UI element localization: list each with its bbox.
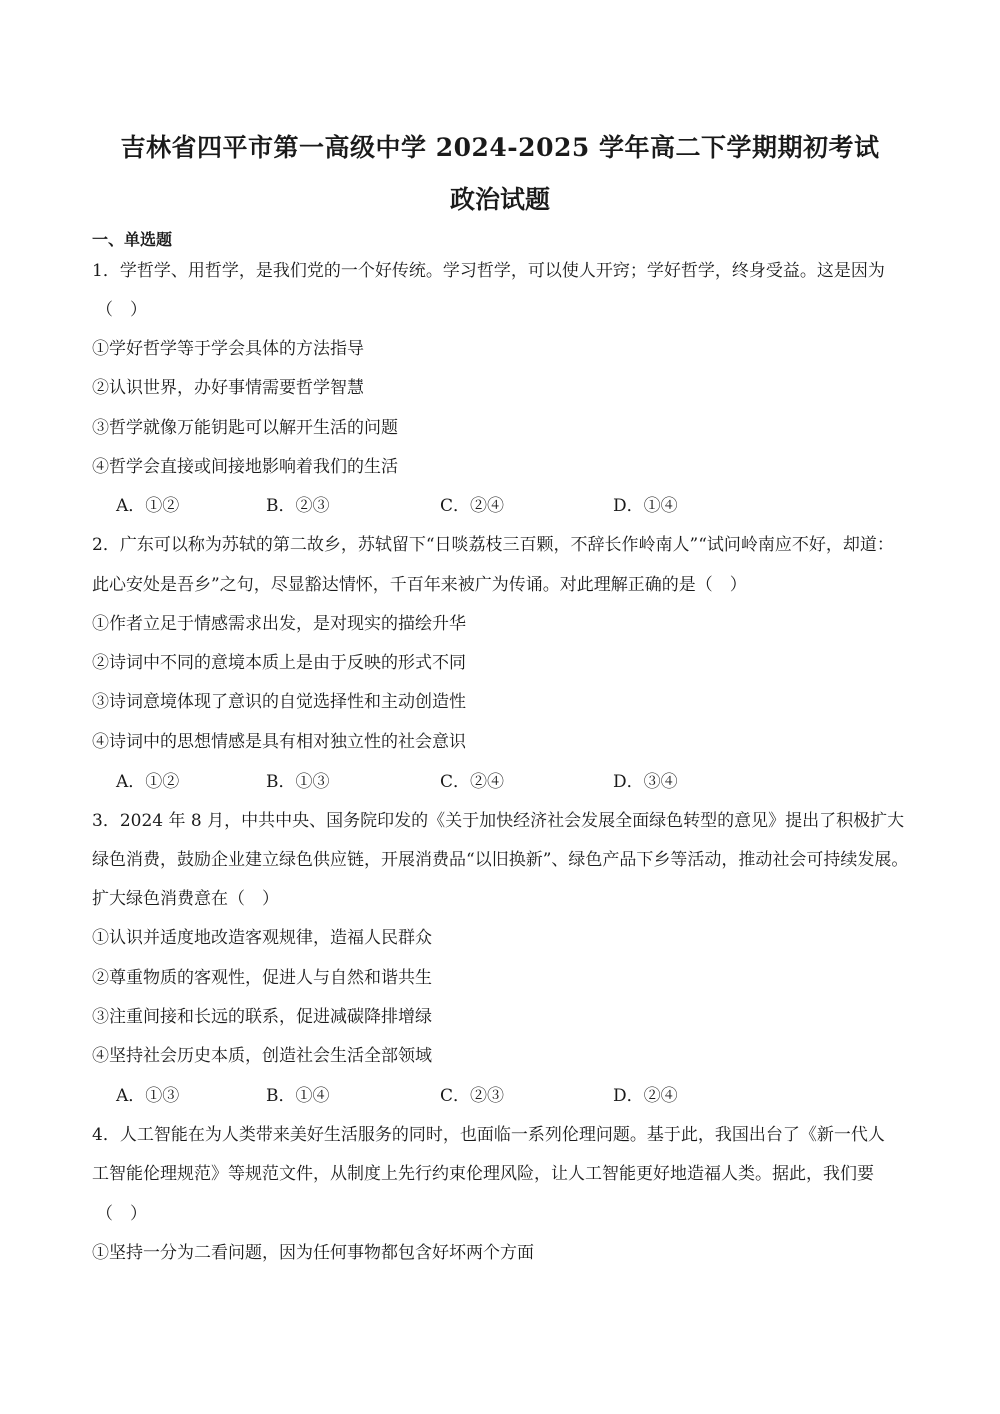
- question-2-stem-line-2: 此心安处是吾乡”之句，尽显豁达情怀，千百年来被广为传诵。对此理解正确的是（ ）: [92, 575, 747, 595]
- question-2-option-d[interactable]: D．③④: [613, 772, 678, 792]
- question-4-statement-1: ①坚持一分为二看问题，因为任何事物都包含好坏两个方面: [92, 1243, 534, 1263]
- question-1-statement-1: ①学好哲学等于学会具体的方法指导: [92, 339, 364, 359]
- question-2-statement-3: ③诗词意境体现了意识的自觉选择性和主动创造性: [92, 692, 466, 712]
- question-1-option-d[interactable]: D．①④: [613, 496, 678, 516]
- question-2-statement-1: ①作者立足于情感需求出发，是对现实的描绘升华: [92, 614, 466, 634]
- question-1-stem-line-2: （ ）: [96, 300, 147, 320]
- question-3-stem-line-2: 绿色消费，鼓励企业建立绿色供应链，开展消费品“以旧换新”、绿色产品下乡等活动，推动社会可持续发展。: [92, 850, 909, 870]
- question-1-stem-line-1: 1．学哲学、用哲学，是我们党的一个好传统。学习哲学，可以使人开窍；学好哲学，终身受益。这是因为: [92, 261, 885, 281]
- question-2-option-a[interactable]: A．①②: [116, 772, 180, 792]
- question-3-options: [0, 1084, 1000, 1108]
- question-3-option-a[interactable]: A．①③: [116, 1086, 180, 1106]
- question-3-option-d[interactable]: D．②④: [613, 1086, 678, 1106]
- question-3-statement-2: ②尊重物质的客观性，促进人与自然和谐共生: [92, 968, 432, 988]
- question-4-stem-line-3: （ ）: [96, 1204, 147, 1224]
- question-3-statement-4: ④坚持社会历史本质，创造社会生活全部领域: [92, 1046, 432, 1066]
- question-3-option-b[interactable]: B．①④: [266, 1086, 330, 1106]
- question-3-statement-3: ③注重间接和长远的联系，促进减碳降排增绿: [92, 1007, 432, 1027]
- question-1-option-c[interactable]: C．②④: [440, 496, 505, 516]
- question-1-statement-4: ④哲学会直接或间接地影响着我们的生活: [92, 457, 398, 477]
- question-2-statement-4: ④诗词中的思想情感是具有相对独立性的社会意识: [92, 732, 466, 752]
- question-4-stem-line-2: 工智能伦理规范》等规范文件，从制度上先行约束伦理风险，让人工智能更好地造福人类。据此，我们要: [92, 1164, 874, 1184]
- question-2-option-b[interactable]: B．①③: [266, 772, 330, 792]
- section-heading: 一、单选题: [92, 230, 173, 249]
- question-1-options: [0, 494, 1000, 518]
- question-2-statement-2: ②诗词中不同的意境本质上是由于反映的形式不同: [92, 653, 466, 673]
- question-2-option-c[interactable]: C．②④: [440, 772, 505, 792]
- question-2-options: [0, 770, 1000, 794]
- exam-title: 吉林省四平市第一高级中学 2024-2025 学年高二下学期期初考试: [120, 133, 880, 162]
- question-1-option-b[interactable]: B．②③: [266, 496, 330, 516]
- question-1-statement-2: ②认识世界，办好事情需要哲学智慧: [92, 378, 364, 398]
- question-3-stem-line-3: 扩大绿色消费意在（ ）: [92, 889, 279, 909]
- question-4-stem-line-1: 4．人工智能在为人类带来美好生活服务的同时，也面临一系列伦理问题。基于此，我国出台了《新一代人: [92, 1125, 885, 1145]
- question-3-statement-1: ①认识并适度地改造客观规律，造福人民群众: [92, 928, 432, 948]
- exam-subtitle: 政治试题: [449, 185, 550, 214]
- question-2-stem-line-1: 2．广东可以称为苏轼的第二故乡，苏轼留下“日啖荔枝三百颗，不辞长作岭南人”“试问岭南应不好，却道：: [92, 535, 894, 555]
- question-3-stem-line-1: 3．2024 年 8 月，中共中央、国务院印发的《关于加快经济社会发展全面绿色转型的意见》提出了积极扩大: [92, 811, 905, 831]
- question-1-option-a[interactable]: A．①②: [116, 496, 180, 516]
- question-3-option-c[interactable]: C．②③: [440, 1086, 505, 1106]
- question-1-statement-3: ③哲学就像万能钥匙可以解开生活的问题: [92, 418, 398, 438]
